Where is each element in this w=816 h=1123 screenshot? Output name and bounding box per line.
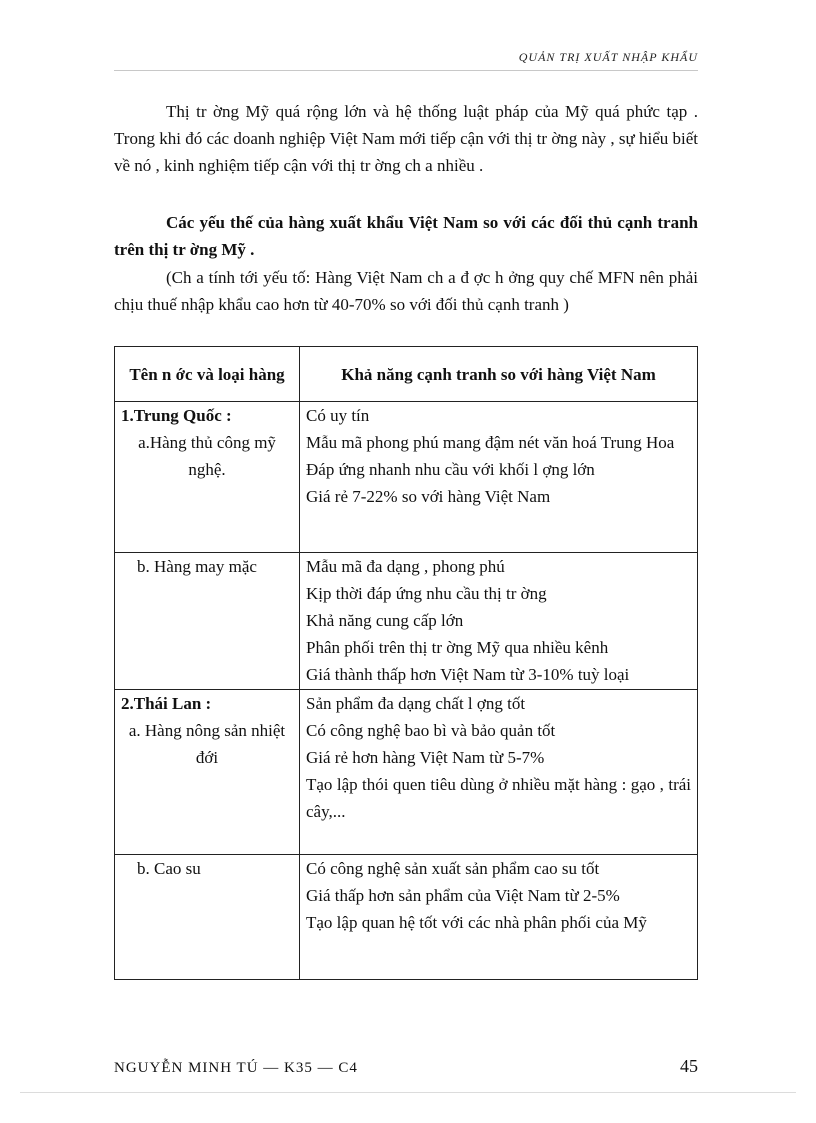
footer-author: NGUYỄN MINH TÚ — K35 — C4 xyxy=(114,1060,358,1076)
paragraph-intro: Thị tr ờng Mỹ quá rộng lớn và hệ thống luật pháp của Mỹ quá phức tạp . Trong khi đó các doanh nghiệp Việt Nam mới tiếp cận với thị tr ờng này , sự hiểu biết về nó , kinh nghiệm tiếp cận với thị tr ờng ch a nhiều . xyxy=(114,102,698,175)
list-item: Sản phẩm đa dạng chất l ợng tốt xyxy=(306,694,526,713)
footer-divider xyxy=(20,1092,796,1093)
list-item: Giá rẻ hơn hàng Việt Nam từ 5-7% xyxy=(306,748,545,767)
table-row xyxy=(115,690,698,855)
header-divider xyxy=(114,70,698,71)
table-header-row xyxy=(115,347,698,402)
list-item: Mẫu mã phong phú mang đậm nét văn hoá Trung Hoa xyxy=(306,433,675,452)
list-item: Giá thấp hơn sản phẩm của Việt Nam từ 2-5% xyxy=(306,886,620,905)
list-item: Phân phối trên thị tr ờng Mỹ qua nhiều kênh xyxy=(306,638,609,657)
list-item: Tạo lập quan hệ tốt với các nhà phân phối của Mỹ xyxy=(306,913,647,932)
row-detail-cell xyxy=(300,553,698,690)
category-label: a. Hàng nông sản nhiệt đới xyxy=(128,721,286,767)
list-item: Đáp ứng nhanh nhu cầu với khối l ợng lớn xyxy=(306,460,595,479)
row-label-cell xyxy=(115,402,300,553)
row-label-cell xyxy=(115,553,300,690)
list-item: Giá rẻ 7-22% so với hàng Việt Nam xyxy=(306,487,551,506)
list-item: Có công nghệ bao bì và bảo quản tốt xyxy=(306,721,556,740)
row-detail-cell xyxy=(300,402,698,553)
section-heading: Các yếu thế của hàng xuất khẩu Việt Nam so với các đối thủ cạnh tranh trên thị tr ờng Mỹ . xyxy=(114,213,698,259)
competition-table xyxy=(114,346,698,980)
list-item: Có công nghệ sản xuất sản phẩm cao su tốt xyxy=(306,859,600,878)
row-detail-cell xyxy=(300,690,698,855)
row-detail-cell xyxy=(300,855,698,980)
list-item: Giá thành thấp hơn Việt Nam từ 3-10% tuỳ loại xyxy=(306,665,630,684)
category-label: b. Hàng may mặc xyxy=(137,557,257,576)
list-item: Có uy tín xyxy=(306,406,370,425)
header-country-category: Tên n ớc và loại hàng xyxy=(115,347,300,402)
page-number: 45 xyxy=(680,1056,698,1076)
row-label-cell xyxy=(115,690,300,855)
list-item: Kịp thời đáp ứng nhu cầu thị tr ờng xyxy=(306,584,547,603)
table-row xyxy=(115,553,698,690)
country-label: 1.Trung Quốc : xyxy=(121,406,232,425)
country-label: 2.Thái Lan : xyxy=(121,694,212,713)
header-competitiveness: Khả năng cạnh tranh so với hàng Việt Nam xyxy=(300,347,698,402)
list-item: Tạo lập thói quen tiêu dùng ở nhiều mặt hàng : gạo , trái cây,... xyxy=(306,775,691,821)
category-label: a.Hàng thủ công mỹ nghệ. xyxy=(138,433,276,479)
category-label: b. Cao su xyxy=(137,859,201,878)
table-row xyxy=(115,855,698,980)
row-label-cell xyxy=(115,855,300,980)
running-header: QUẢN TRỊ XUẤT NHẬP KHẨU xyxy=(518,50,698,64)
paragraph-note: (Ch a tính tới yếu tố: Hàng Việt Nam ch a đ ợc h ởng quy chế MFN nên phải chịu thuế nhập khẩu cao hơn từ 40-70% so với đối thủ cạnh tranh ) xyxy=(114,268,698,314)
list-item: Khả năng cung cấp lớn xyxy=(306,611,464,630)
list-item: Mẫu mã đa dạng , phong phú xyxy=(306,557,505,576)
page-footer xyxy=(114,1058,698,1082)
table-row xyxy=(115,402,698,553)
